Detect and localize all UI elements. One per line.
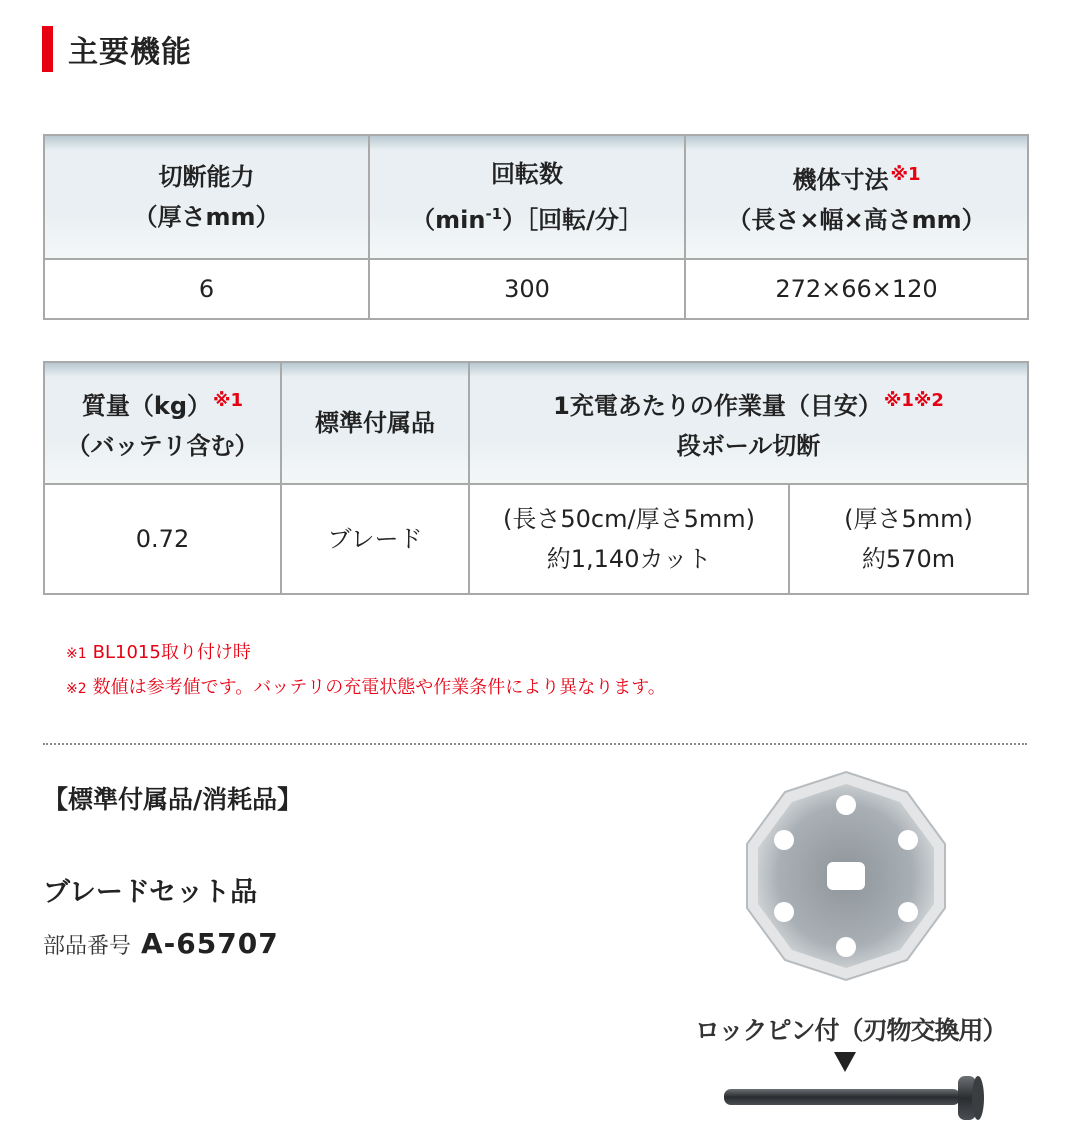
footnote-mark: ※1※2: [883, 389, 944, 411]
header-subtext: ）［回転/分］: [502, 206, 643, 234]
part-number: A-65707: [141, 927, 279, 960]
cell-text: 約1,140カット: [546, 545, 712, 573]
header-subtext: （min: [411, 206, 486, 234]
header-text: 標準付属品: [315, 409, 435, 437]
cell-text: (長さ50cm/厚さ5mm): [503, 505, 755, 533]
section-heading: [42, 26, 192, 72]
superscript: -1: [485, 205, 503, 223]
cell-dimensions: 272×66×120: [685, 259, 1028, 319]
blade-image: [738, 768, 954, 984]
product-name: ブレードセット品: [43, 877, 258, 908]
cell-text: (厚さ5mm): [844, 505, 973, 533]
header-text: 回転数: [491, 160, 563, 188]
footnote-text: 数値は参考値です。バッテリの充電状態や作業条件により異なります。: [92, 677, 666, 698]
accessories-heading: 【標準付属品/消耗品】: [43, 785, 303, 814]
dotted-divider: [43, 743, 1027, 745]
pin-caption: ロックピン付（刃物交換用）: [695, 1016, 1007, 1045]
header-rotation-speed: [369, 135, 685, 259]
header-cutting-capacity: [44, 135, 369, 259]
header-text: 切断能力: [158, 163, 255, 191]
header-subtext: （厚さmm）: [133, 203, 280, 231]
cell-text: 約570m: [861, 545, 956, 573]
cell-work-cuts: [469, 484, 789, 594]
header-accessory: [281, 362, 469, 484]
part-number-label: 部品番号: [43, 934, 132, 959]
header-dimensions: [685, 135, 1028, 259]
header-subtext: （長さ×幅×高さmm）: [727, 205, 986, 234]
part-number-line: [43, 927, 279, 960]
spec-table-1: [43, 134, 1029, 320]
down-triangle-icon: [834, 1052, 856, 1072]
heading-accent-bar: [42, 26, 53, 72]
footnote-mark: ※1: [66, 646, 87, 662]
footnote-2: [66, 671, 666, 706]
cell-accessory: ブレード: [281, 484, 469, 594]
spec-table-2: [43, 361, 1029, 595]
header-weight: [44, 362, 281, 484]
header-subtext: （バッテリ含む）: [66, 431, 259, 460]
footnote-text: BL1015取り付け時: [92, 642, 251, 663]
header-subtext: 段ボール切断: [676, 431, 821, 460]
header-text: 質量（kg）: [81, 391, 212, 420]
footnote-mark: ※2: [66, 681, 87, 697]
cell-rotation-speed: 300: [369, 259, 685, 319]
header-text: 1充電あたりの作業量（目安）: [553, 391, 882, 420]
header-work-per-charge: [469, 362, 1028, 484]
footnote-mark: ※1: [890, 163, 921, 185]
header-text: 機体寸法: [792, 165, 889, 194]
footnote-mark: ※1: [213, 389, 244, 411]
cell-weight: 0.72: [44, 484, 281, 594]
lock-pin-image: [720, 1070, 990, 1130]
cell-cutting-capacity: 6: [44, 259, 369, 319]
footnote-1: [66, 636, 666, 671]
cell-work-length: [789, 484, 1028, 594]
section-title: 主要機能: [68, 35, 192, 70]
footnotes: [66, 636, 666, 706]
